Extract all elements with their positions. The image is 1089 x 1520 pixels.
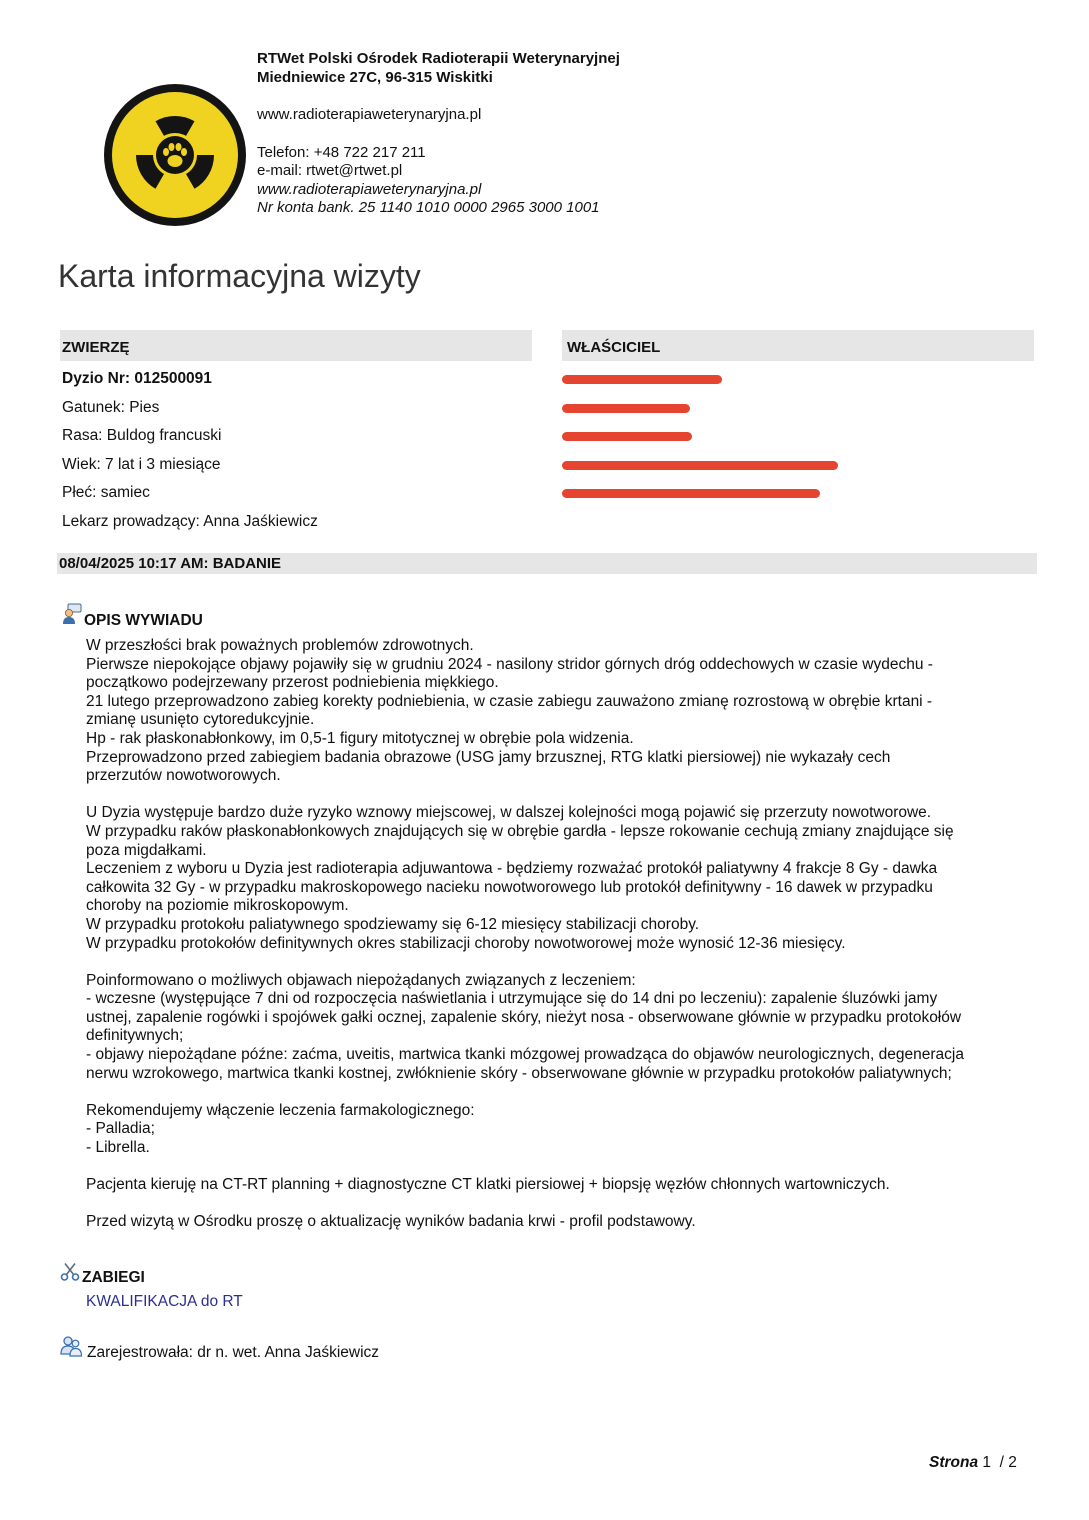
clinic-name: RTWet Polski Ośrodek Radioterapii Weterynaryjnej [257,50,620,67]
interview-line: Poinformowano o możliwych objawach niepożądanych związanych z leczeniem: [86,971,636,989]
redaction-mark [562,402,852,431]
interview-line: choroby na poziomie mikroskopowym. [86,897,349,915]
clinic-website-italic[interactable]: www.radioterapiaweterynaryjna.pl [257,180,482,198]
interview-line: - Palladia; [86,1120,155,1138]
interview-line: Przeprowadzono przed zabiegiem badania obrazowe (USG jamy brzusznej, RTG klatki piersiowej) nie wykazały cech [86,748,891,766]
visit-header: 08/04/2025 10:17 AM: BADANIE [57,553,1037,574]
interview-line: Hp - rak płaskonabłonkowy, im 0,5-1 figury mitotycznej w obrębie pola widzenia. [86,729,634,747]
interview-line: W przypadku raków płaskonabłonkowych znajdujących się w obrębie gardła - lepsze rokowanie cechują zmiany znajdujące się [86,822,954,840]
interview-line: W przeszłości brak poważnych problemów zdrowotnych. [86,637,474,654]
page-label: Strona [929,1454,979,1471]
interview-text [86,637,1036,1232]
scissors-icon [60,1262,80,1282]
interview-line: poza migdałkami. [86,841,207,859]
animal-species: Gatunek: Pies [62,398,160,416]
redaction-mark [562,459,852,488]
interview-line: ustnej, zapalenie rogówki i spojówek gałki ocznej, zapalenie skóry, nieżyt nosa - obserwowane głównie w przypadku protokołów [86,1008,962,1026]
procedure-item-link[interactable]: KWALIFIKACJA do RT [86,1293,243,1310]
interview-line [86,1158,1036,1177]
interview-line: - wczesne (występujące 7 dni od rozpoczęcia naświetlania i utrzymujące się do 14 dni po leczeniu): zapalenie śluzówki jamy [86,990,938,1008]
clinic-phone: Telefon: +48 722 217 211 [257,143,426,161]
interview-line [86,1195,1036,1214]
interview-line: - objawy niepożądane późne: zaćma, uveitis, martwica tkanki mózgowej prowadząca do objawów neurologicznych, degeneracja [86,1046,964,1064]
interview-line: Pierwsze niepokojące objawy pojawiły się w grudniu 2024 - nasilony stridor górnych dróg oddechowych w czasie wydechu - [86,655,933,673]
interview-line: - Librella. [86,1139,150,1157]
clinic-address: Miedniewice 27C, 96-315 Wiskitki [257,68,493,86]
interview-line: początkowo podejrzewany przerost podniebienia miękkiego. [86,674,499,692]
interview-person-icon [62,603,82,625]
interview-line: całkowita 32 Gy - w przypadku makroskopowego nacieku nowotworowego lub protokół definitywny - 16 dawek w przypadku [86,878,933,896]
animal-sex: Płeć: samiec [62,484,150,501]
animal-breed: Rasa: Buldog francuski [62,427,222,444]
page-number: 1 [982,1454,992,1471]
users-icon [60,1335,83,1357]
interview-line: 21 lutego przeprowadzono zabieg korekty podniebienia, w czasie zabiegu zauważono zmianę rozrostową w obrębie krtani - [86,692,933,710]
owner-info-redacted [562,373,852,516]
owner-header: WŁAŚCICIEL [562,330,1034,361]
interview-line [86,786,1036,805]
redaction-mark [562,430,852,459]
page-title: Karta informacyjna wizyty [58,258,421,294]
redaction-mark [562,373,852,402]
interview-line: Rekomendujemy włączenie leczenia farmakologicznego: [86,1101,475,1119]
animal-age: Wiek: 7 lat i 3 miesiące [62,455,221,473]
interview-line: nerwu wzrokowego, martwica tkanki kostnej, zwłóknienie skóry - obserwowane głównie w przypadku protokołów paliatywnych; [86,1064,952,1082]
registered-by-text: Zarejestrowała: dr n. wet. Anna Jaśkiewicz [87,1344,380,1361]
interview-line: U Dyzia występuje bardzo duże ryzyko wznowy miejscowej, w dalszej kolejności mogą pojawić się przerzuty nowotworowe. [86,804,932,822]
interview-line: definitywnych; [86,1027,184,1045]
interview-line [86,1083,1036,1102]
interview-line [86,953,1036,972]
clinic-website[interactable]: www.radioterapiaweterynaryjna.pl [257,106,482,123]
interview-line: Przed wizytą w Ośrodku proszę o aktualizację wyników badania krwi - profil podstawowy. [86,1213,696,1231]
page-total: / 2 [999,1454,1017,1471]
interview-line: przerzutów nowotworowych. [86,767,281,785]
procedures-title: ZABIEGI [82,1269,145,1286]
clinic-info [257,50,620,218]
clinic-bank-account: Nr konta bank. 25 1140 1010 0000 2965 3000 1001 [257,199,600,216]
interview-line: W przypadku protokołu paliatywnego spodziewamy się 6-12 miesięcy stabilizacji choroby. [86,915,700,933]
animal-name: Dyzio Nr: 012500091 [62,370,212,387]
interview-line: zmianę usunięto cytoredukcyjnie. [86,711,315,729]
interview-line: W przypadku protokołów definitywnych okres stabilizacji choroby nowotworowej może wynosić 12-36 miesięcy. [86,934,846,952]
animal-header: ZWIERZĘ [60,330,532,361]
radiation-paw-logo [104,84,246,226]
interview-line: Leczeniem z wyboru u Dyzia jest radioterapia adjuwantowa - będziemy rozważać protokół paliatywny 4 frakcje 8 Gy - dawka [86,860,938,878]
animal-info [62,370,318,541]
interview-line: Pacjenta kieruję na CT-RT planning + diagnostyczne CT klatki piersiowej + biopsję węzłów chłonnych wartowniczych. [86,1176,890,1194]
page-indicator [929,1454,1017,1472]
animal-doctor: Lekarz prowadzący: Anna Jaśkiewicz [62,512,318,530]
interview-title: OPIS WYWIADU [84,612,203,629]
clinic-email[interactable]: e-mail: rtwet@rtwet.pl [257,162,403,179]
redaction-mark [562,487,852,516]
